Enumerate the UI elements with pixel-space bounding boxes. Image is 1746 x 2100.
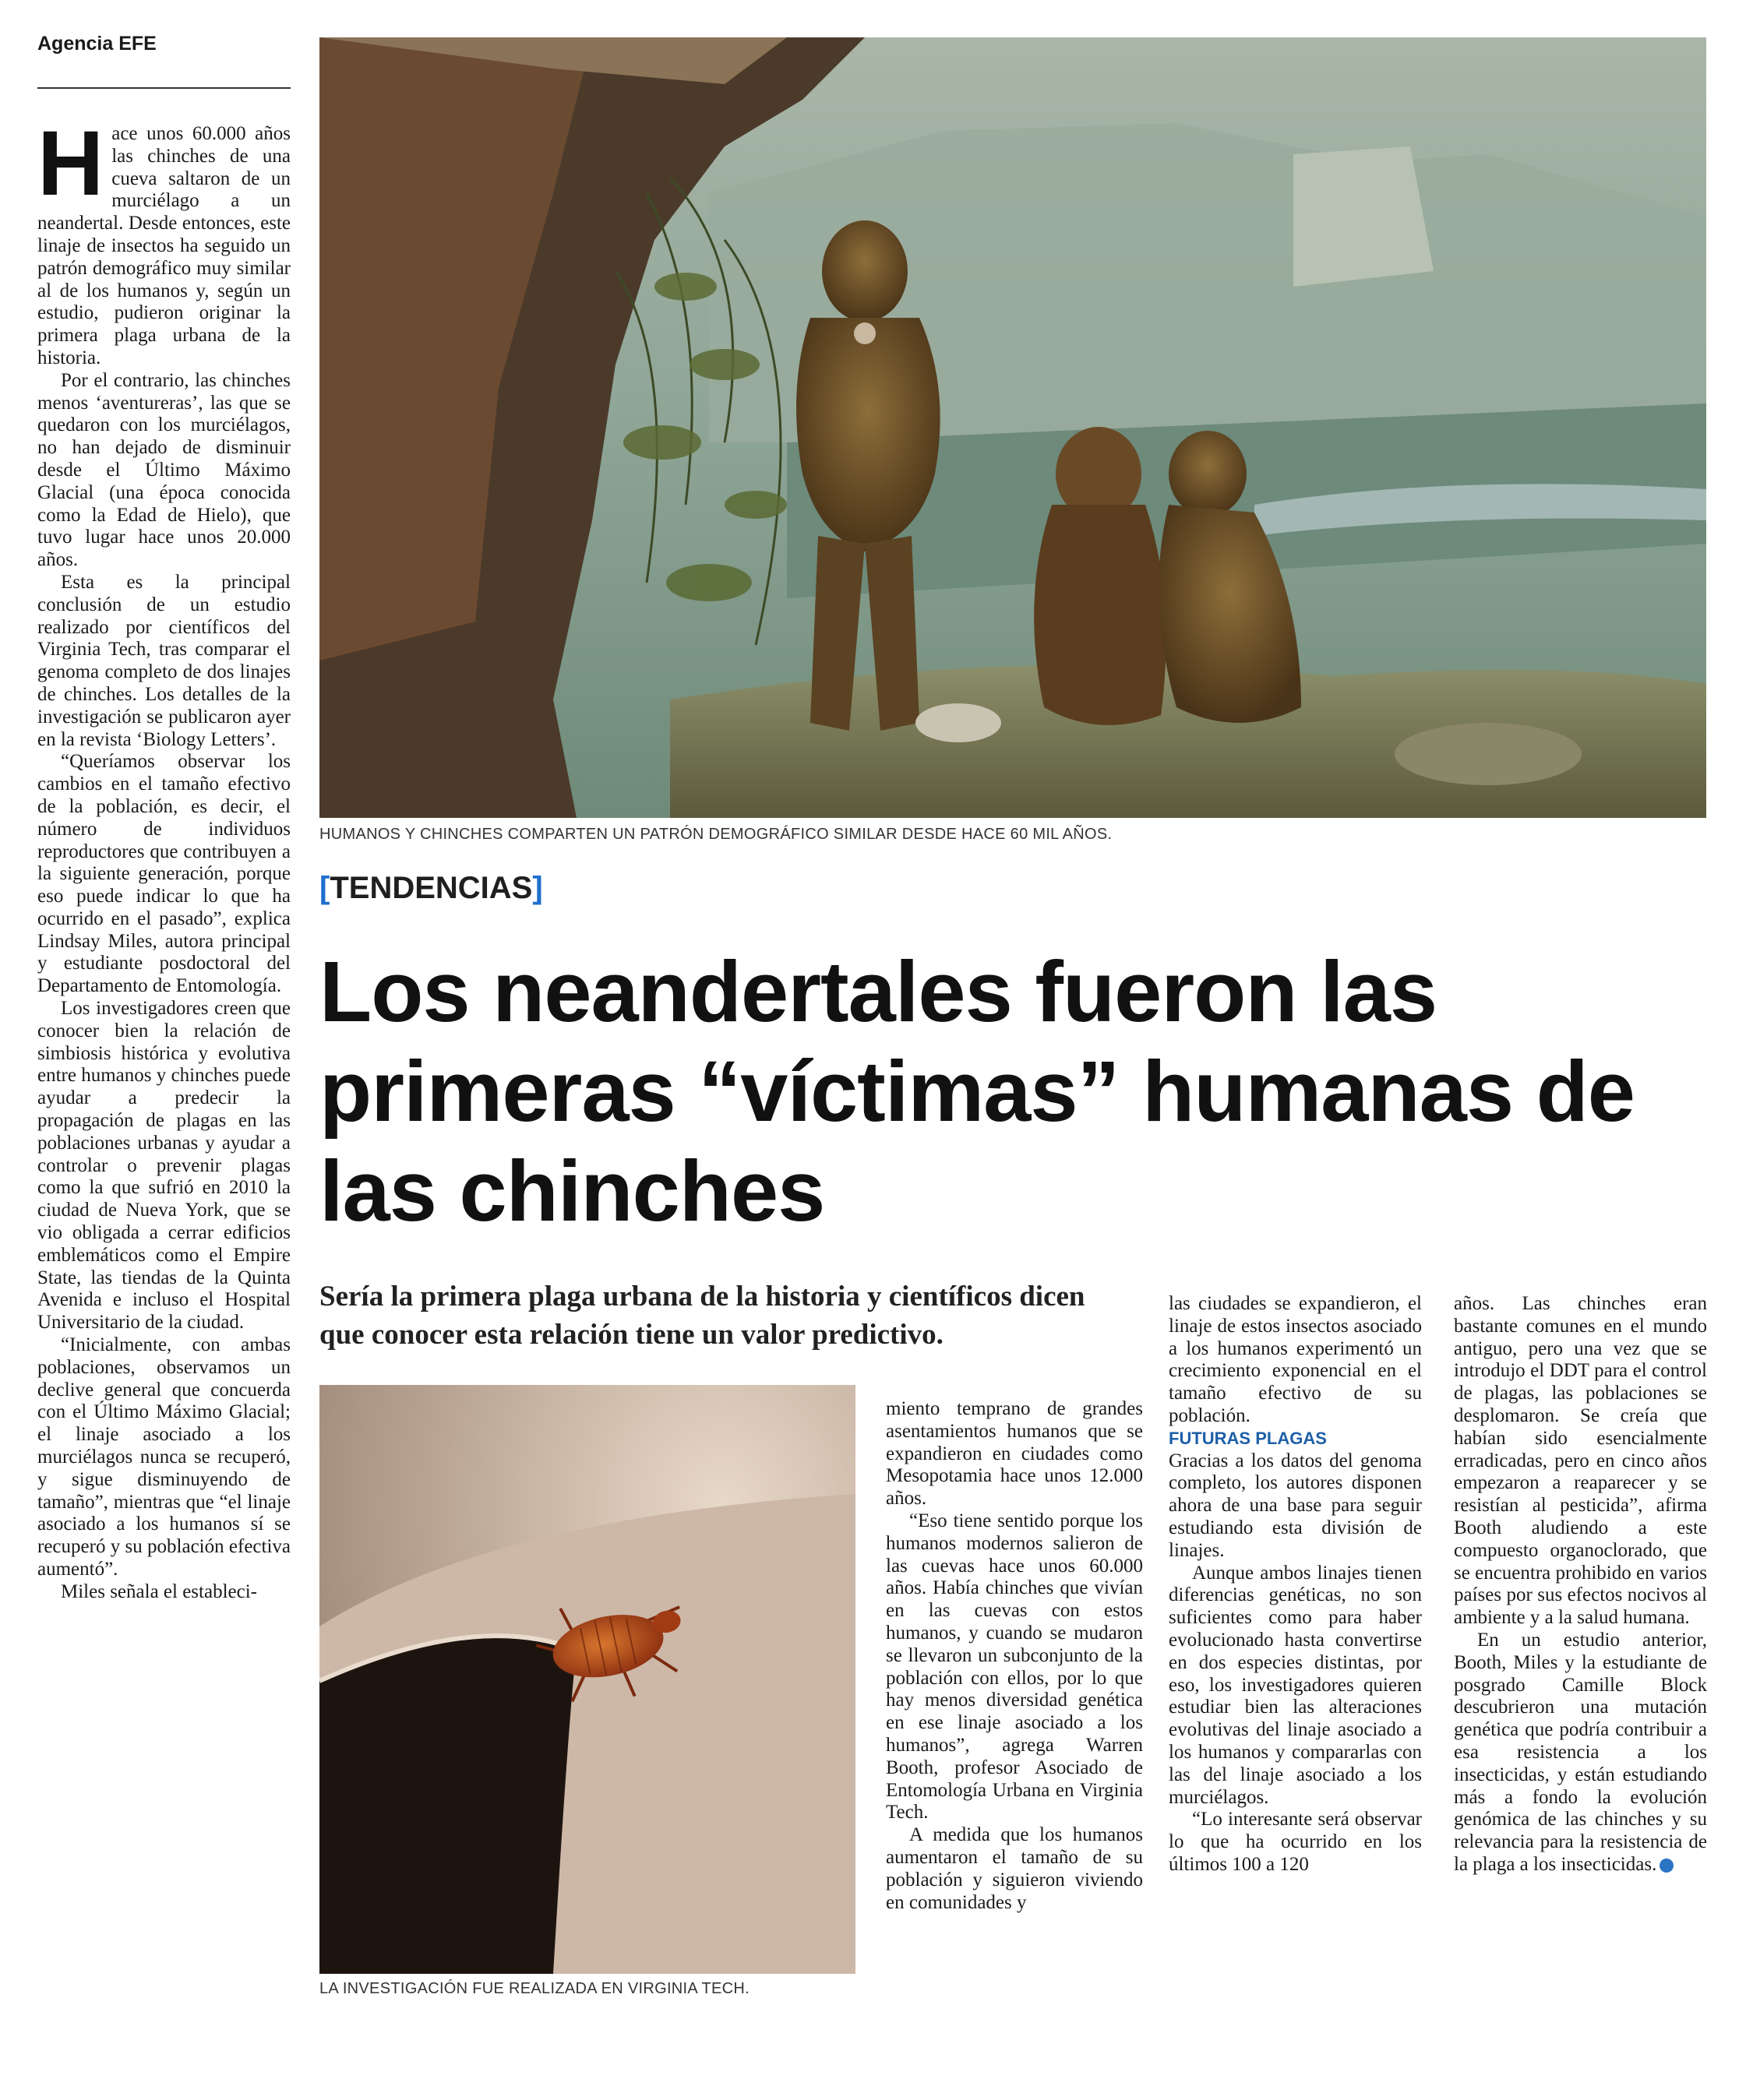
paragraph: Aunque ambos linajes tienen diferencias genéticas, no son suficientes como para haber evolucionado hasta convertirse en dos especies distintas, por eso, los investigadores quieren estudiar bien las alteraciones evolutivas del linaje asociado a los humanos y compararlas con las del linaje asociado a los murciélagos.	[1169, 1562, 1422, 1808]
paragraph: Miles señala el estableci-	[61, 1580, 257, 1602]
drop-cap: H	[37, 112, 104, 215]
paragraph: años. Las chinches eran bastante comunes en el mundo antiguo, pero una vez que se introdujo el DDT para el control de plagas, las poblaciones se desplomaron. Se creía que habían sido esencialmente erradicadas, pero en cinco años empezaron a reaparecer y se resistían al pesticida”, afirma Booth aludiendo a este compuesto organoclorado, que se encuentra prohibido en varios países por sus efectos nocivos al ambiente y a la salud humana.	[1454, 1293, 1707, 1629]
agency-credit: Agencia EFE	[37, 33, 157, 55]
paragraph: En un estudio anterior, Booth, Miles y la estudiante de posgrado Camille Block descubrieron una mutación genética que podría contribuir a esa resistencia a los insecticidas, y están estudiando más a fondo la evolución genómica de las chinches y su relevancia para la resistencia de la plaga a los insecticidas. +	[1454, 1629, 1707, 1875]
photo-caption: HUMANOS Y CHINCHES COMPARTEN UN PATRÓN DEMOGRÁFICO SIMILAR DESDE HACE 60 MIL AÑOS.	[319, 826, 1113, 843]
deck: Sería la primera plaga urbana de la historia y científicos dicen que conocer esta relación tiene un valor predictivo.	[319, 1281, 1085, 1351]
bracket-left-icon: [	[319, 871, 330, 905]
article-column-3	[886, 1398, 1143, 1914]
article-column-4	[1169, 1293, 1422, 1876]
paragraph: “Eso tiene sentido porque los humanos modernos salieron de las cuevas hace unos 60.000 años. Había chinches que vivían en las cuevas con estos humanos, y cuando se mudaron se llevaron un subconjunto de la población con ellos, por lo que hay menos diversidad genética en ese linaje asociado a los humanos”, agrega Warren Booth, profesor Asociado de Entomología Urbana en Virginia Tech.	[886, 1510, 1143, 1823]
paragraph: “Inicialmente, con ambas poblaciones, observamos un declive general que concuerda con el Último Máximo Glacial; el linaje asociado a los murciélagos nunca se recuperó, y sigue disminuyendo de tamaño”, mientras que “el linaje asociado a los humanos sí se recuperó y su población efectiva aumentó”.	[37, 1334, 291, 1580]
paragraph: “Lo interesante será observar lo que ha ocurrido en los últimos 100 a 120	[1169, 1809, 1422, 1875]
subheading: FUTURAS PLAGAS	[1169, 1428, 1327, 1448]
headline: Los neandertales fueron las primeras “víctimas” humanas de las chinches	[319, 944, 1635, 1239]
paragraph: A medida que los humanos aumentaron el tamaño de su población y siguieron viviendo en comunidades y	[886, 1824, 1143, 1913]
bracket-right-icon: ]	[532, 871, 543, 905]
end-mark-icon: +	[1660, 1859, 1674, 1873]
paragraph: “Queríamos observar los cambios en el tamaño efectivo de la población, es decir, el número de individuos reproductores que contribuyen a la siguiente generación, porque eso puede indicar lo que ha ocurrido en el pasado”, explica Lindsay Miles, autora principal y estudiante posdoctoral del Departamento de Entomología.	[37, 751, 291, 997]
article-column-5	[1454, 1293, 1707, 1876]
bedbug-photo	[319, 1385, 855, 1974]
neanderthal-diorama-photo	[319, 37, 1706, 818]
paragraph: las ciudades se expandieron, el linaje de estos insectos asociado a los humanos experimentó un crecimiento exponencial en el tamaño efectivo de su población.	[1169, 1293, 1422, 1426]
paragraph: Los investigadores creen que conocer bien la relación de simbiosis histórica y evolutiva entre humanos y chinches puede ayudar a predecir la propagación de plagas en las poblaciones urbanas y ayudar a controlar o prevenir plagas como la que sufrió en 2010 la ciudad de Nueva York, que se vio obligada a cerrar edificios emblemáticos como el Empire State, las tiendas de la Quinta Avenida e incluso el Hospital Universitario de la ciudad.	[37, 998, 291, 1334]
paragraph: Hace unos 60.000 años las chinches de una cueva saltaron de un murciélago a un neandertal. Desde entonces, este linaje de insectos ha seguido un patrón demográfico muy similar al de los humanos y, según un estudio, pudieron originar la primera plaga urbana de la historia.	[37, 112, 291, 368]
divider	[37, 87, 291, 89]
section-kicker	[319, 871, 543, 918]
photo-caption: LA INVESTIGACIÓN FUE REALIZADA EN VIRGINIA TECH.	[319, 1980, 750, 1997]
paragraph: Esta es la principal conclusión de un estudio realizado por científicos del Virginia Tech, tras comparar el genoma completo de dos linajes de chinches. Los detalles de la investigación se publicaron ayer en la revista ‘Biology Letters’.	[37, 571, 291, 750]
paragraph: Por el contrario, las chinches menos ‘aventureras’, las que se quedaron con los murciélagos, no han dejado de disminuir desde el Último Máximo Glacial (una época conocida como la Edad de Hielo), que tuvo lugar hace unos 20.000 años.	[37, 369, 291, 571]
kicker-label: TENDENCIAS	[330, 871, 533, 905]
paragraph: Gracias a los datos del genoma completo, los autores disponen ahora de una base para seguir estudiando esta división de linajes.	[1169, 1450, 1422, 1561]
paragraph: miento temprano de grandes asentamientos humanos que se expandieron en ciudades como Mesopotamia hace unos 12.000 años.	[886, 1398, 1143, 1510]
article-column-1	[37, 112, 291, 1604]
